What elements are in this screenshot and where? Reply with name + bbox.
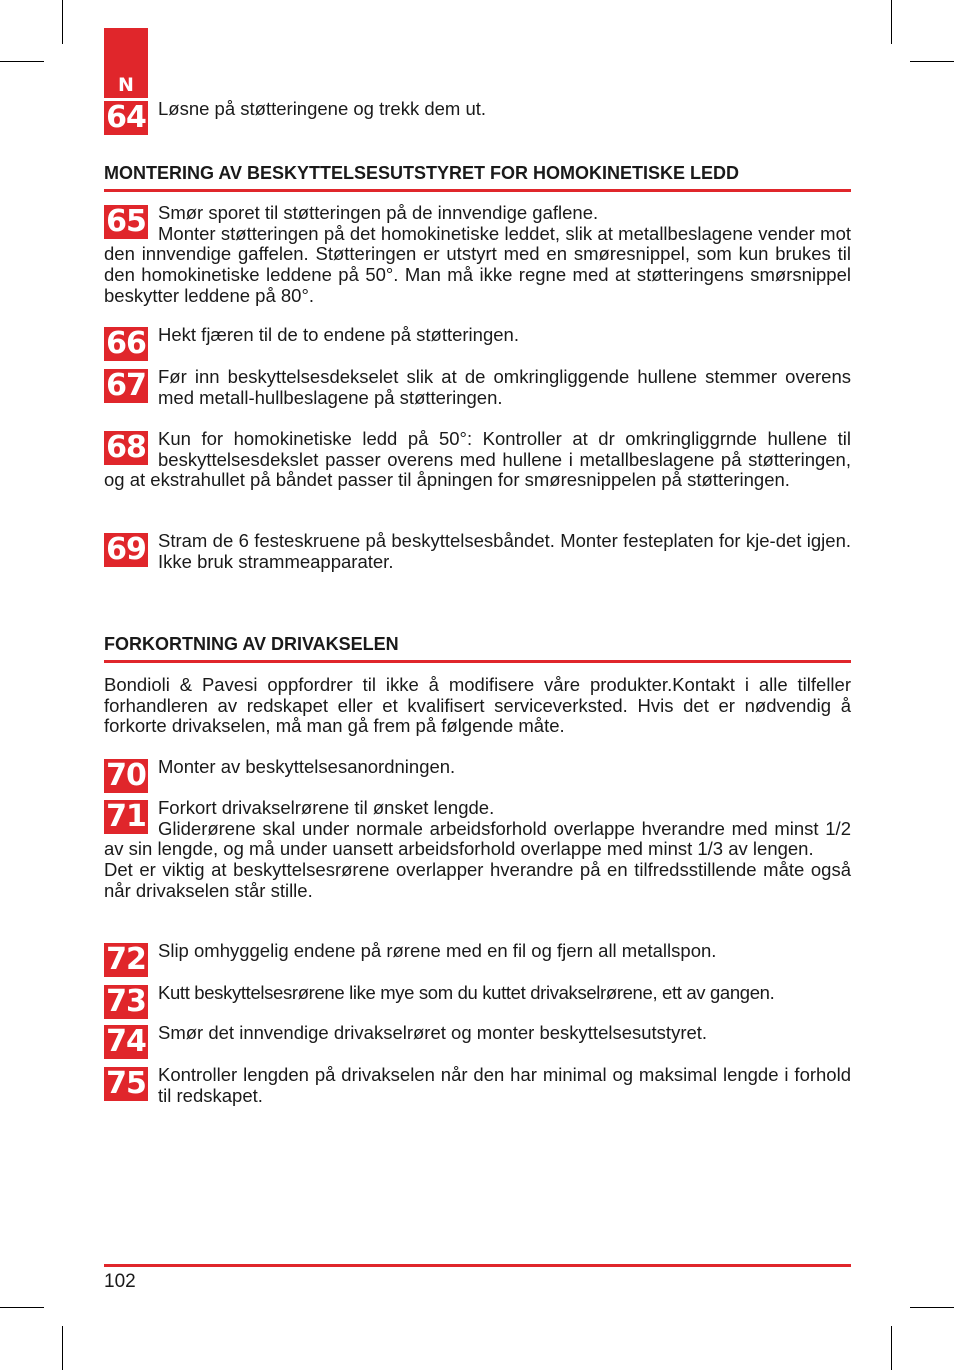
step-number: 70 xyxy=(104,759,148,793)
crop-mark xyxy=(910,1307,954,1308)
step-65 xyxy=(104,203,851,307)
step-number: 64 xyxy=(104,101,148,135)
crop-mark xyxy=(0,1307,44,1308)
step-text: Kontroller lengden på drivakselen når den har minimal og maksimal lengde i forhold til redskapet. xyxy=(158,1064,851,1106)
step-text: Monter støtteringen på det homokinetiske leddet, slik at metallbeslagene vender mot den innvendige gaffelen. Støtteringen er utstyrt med en smøresnippel, som kun brukes til den homokinetiske leddene på 50°. Man må ikke regne med at støtteringens smørsnippel beskytter leddene på 80°. xyxy=(104,222,851,306)
step-75 xyxy=(104,1065,851,1106)
step-text: Stram de 6 festeskruene på beskyttelsesbåndet. Monter festeplaten for kje-det igjen. Ikke bruk strammeapparater. xyxy=(158,530,851,572)
section-heading: MONTERING AV BESKYTTELSESUTSTYRET FOR HOMOKINETISKE LEDD xyxy=(104,162,851,192)
step-70 xyxy=(104,757,851,793)
language-tab xyxy=(104,28,148,98)
crop-mark xyxy=(891,1326,892,1370)
step-number: 66 xyxy=(104,327,148,361)
step-67 xyxy=(104,367,851,408)
step-text: Forkort drivakselrørene til ønsket lengde. xyxy=(158,797,495,818)
step-text: Monter av beskyttelsesanordningen. xyxy=(158,756,456,777)
step-text: Hekt fjæren til de to endene på støtteringen. xyxy=(158,324,519,345)
step-number: 72 xyxy=(104,943,148,977)
step-text: Gliderørene skal under normale arbeidsforhold overlappe hverandre med minst 1/2 av sin lengde, og må under uansett arbeidsforhold overlappe med minst 1/3 av lengen. xyxy=(104,817,851,860)
step-text: Slip omhyggelig endene på rørene med en fil og fjern all metallspon. xyxy=(158,940,717,961)
step-69 xyxy=(104,531,851,572)
crop-mark xyxy=(62,1326,63,1370)
crop-mark xyxy=(62,0,63,44)
crop-mark xyxy=(910,61,954,62)
step-71 xyxy=(104,798,851,902)
step-text: Før inn beskyttelsesdekselet slik at de omkringliggende hullene stemmer overens med metall-hullbeslagene på støtteringen. xyxy=(158,366,851,408)
step-number: 73 xyxy=(104,985,148,1019)
step-text: Løsne på støtteringene og trekk dem ut. xyxy=(158,98,487,119)
step-number: 69 xyxy=(104,533,148,567)
step-number: 75 xyxy=(104,1067,148,1101)
crop-mark xyxy=(891,0,892,44)
crop-mark xyxy=(0,61,44,62)
step-number: 68 xyxy=(104,431,148,465)
step-74 xyxy=(104,1023,851,1059)
step-text: Kutt beskyttelsesrørene like mye som du kuttet drivakselrørene, ett av gangen. xyxy=(158,982,775,1003)
language-code: N xyxy=(118,74,134,96)
step-number: 71 xyxy=(104,800,148,834)
step-text: Kun for homokinetiske ledd på 50°: Kontroller at dr omkringliggrnde hullene til beskyttelsesdekslet passer overens med hullene i metallbeslagene på støtteringen, og at ekstrahullet på båndet passer til åpningen for smøresnippelen på støtteringen. xyxy=(104,428,851,491)
step-text: Smør sporet til støtteringen på de innvendige gaflene. xyxy=(158,202,599,223)
footer-divider xyxy=(104,1264,851,1267)
step-68 xyxy=(104,429,851,491)
step-72 xyxy=(104,941,851,977)
step-73 xyxy=(104,983,851,1019)
step-number: 74 xyxy=(104,1025,148,1059)
step-66 xyxy=(104,325,851,361)
step-text: Smør det innvendige drivakselrøret og monter beskyttelsesutstyret. xyxy=(158,1022,708,1043)
step-64 xyxy=(104,99,851,135)
intro-paragraph: Bondioli & Pavesi oppfordrer til ikke å modifisere våre produkter.Kontakt i alle tilfeller forhandleren av redskapet eller et kvalifisert serviceverksted. Hvis det er nødvendig å forkorte drivakselen, må man gå frem på følgende måte. xyxy=(104,674,851,737)
section-heading: FORKORTNING AV DRIVAKSELEN xyxy=(104,633,851,663)
step-number: 65 xyxy=(104,205,148,239)
step-text: Det er viktig at beskyttelsesrørene overlapper hverandre på en tilfredsstillende måte også når drivakselen står stille. xyxy=(104,859,851,901)
page-number: 102 xyxy=(104,1271,136,1292)
step-number: 67 xyxy=(104,369,148,403)
